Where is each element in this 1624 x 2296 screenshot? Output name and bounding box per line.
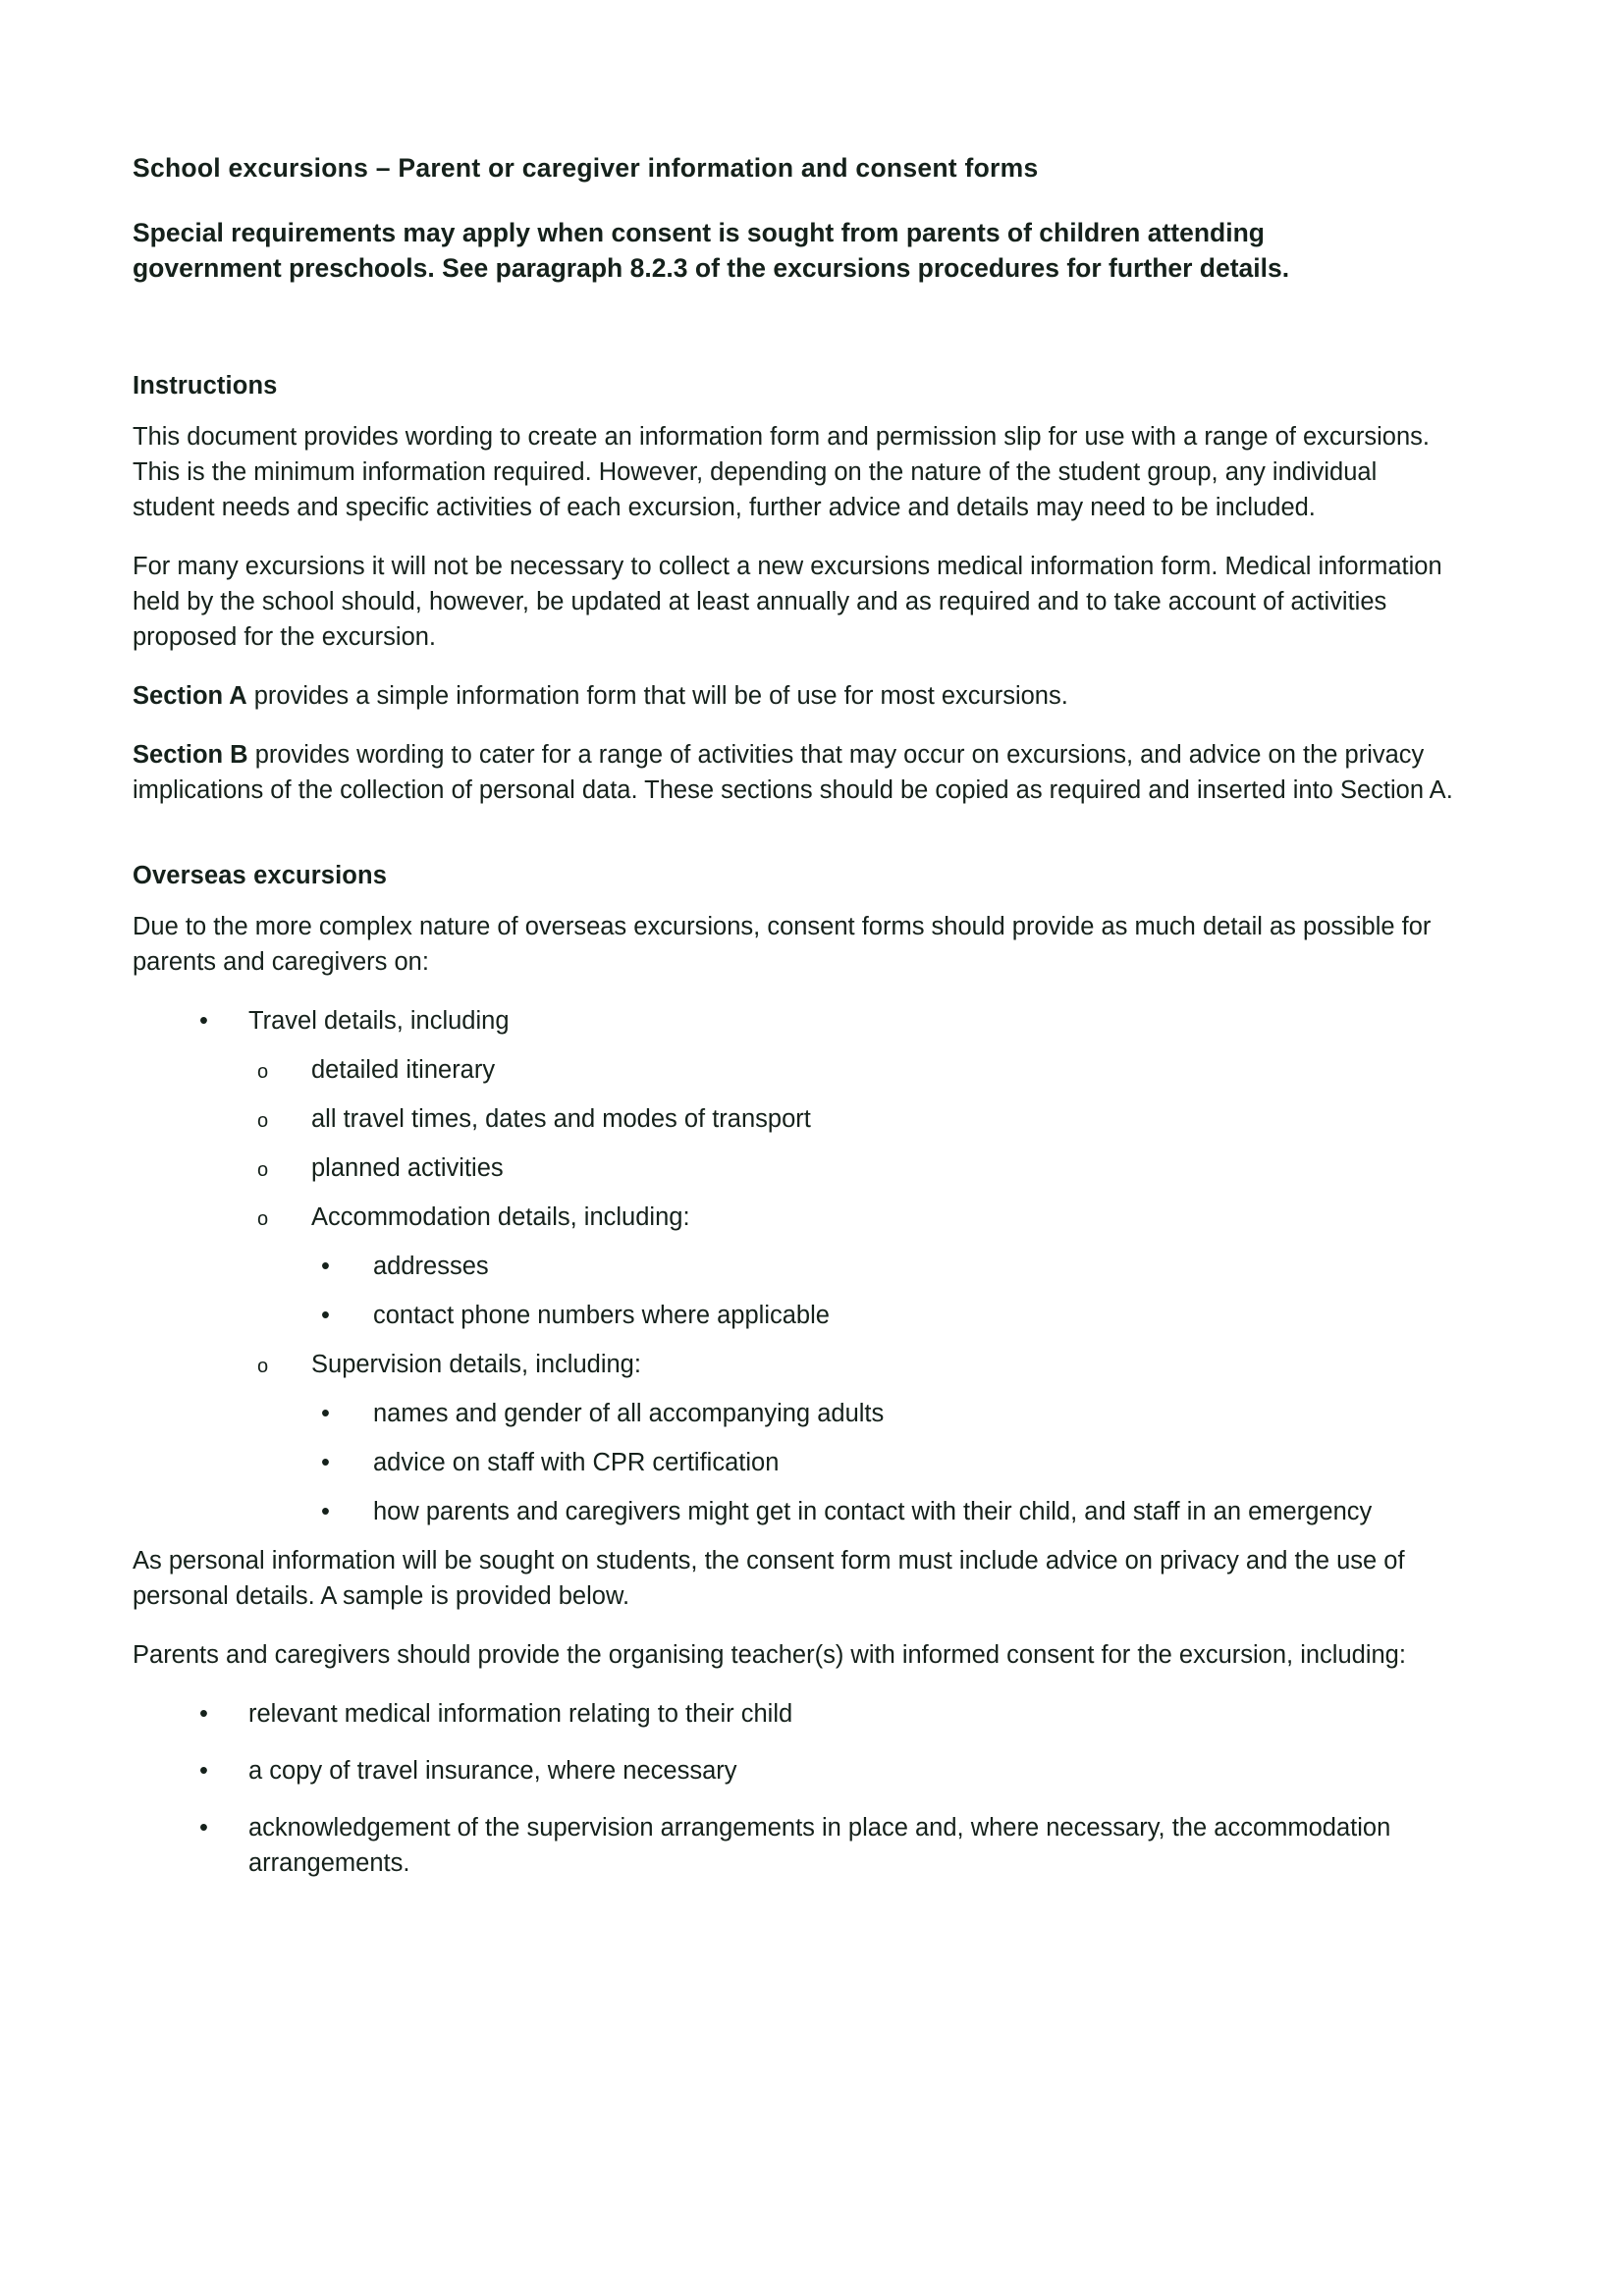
circle-bullet-icon: o: [257, 1355, 269, 1377]
list-item-label: acknowledgement of the supervision arrangements in place and, where necessary, the accommodation arrangements.: [248, 1813, 1391, 1877]
document-title-block: [133, 155, 1458, 182]
list-item: [133, 1053, 1458, 1089]
supervision-details-sublist: [133, 1348, 1458, 1383]
supervision-items-sublist: [133, 1397, 1458, 1530]
list-item: [133, 1201, 1458, 1236]
disc-bullet-icon: •: [321, 1497, 330, 1525]
list-item-label: relevant medical information relating to their child: [248, 1699, 793, 1728]
list-item: [133, 1397, 1458, 1432]
section-a-label: Section A: [133, 681, 247, 710]
disc-bullet-icon: •: [199, 1007, 208, 1036]
list-item-label: how parents and caregivers might get in contact with their child, and staff in an emergency: [373, 1497, 1373, 1525]
list-item-label: addresses: [373, 1253, 489, 1281]
consent-intro-paragraph: Parents and caregivers should provide the organising teacher(s) with informed consent for the excursion, including:: [133, 1640, 1406, 1669]
list-item: [133, 1348, 1458, 1383]
list-item-label: planned activities: [311, 1154, 504, 1183]
disc-bullet-icon: •: [321, 1253, 330, 1281]
list-item-label: Accommodation details, including:: [311, 1203, 690, 1232]
disc-bullet-icon: •: [321, 1399, 330, 1427]
section-b-text: provides wording to cater for a range of activities that may occur on excursions, and advice on the privacy implications of the collection of personal data. These sections should be copied as required and inserted into Section A.: [133, 740, 1453, 804]
list-item-label: Travel details, including: [248, 1007, 510, 1036]
circle-bullet-icon: o: [257, 1110, 269, 1133]
section-a-text: provides a simple information form that will be of use for most excursions.: [246, 681, 1068, 710]
disc-bullet-icon: •: [199, 1756, 208, 1785]
disc-bullet-icon: •: [321, 1302, 330, 1330]
circle-bullet-icon: o: [257, 1159, 269, 1182]
privacy-paragraph: As personal information will be sought on students, the consent form must include advice on privacy and the use of personal details. A sample is provided below.: [133, 1546, 1405, 1610]
list-item-label: detailed itinerary: [311, 1056, 496, 1085]
section-b-paragraph: [133, 738, 1458, 809]
overseas-intro-paragraph: Due to the more complex nature of overseas excursions, consent forms should provide as much detail as possible for parents and caregivers on:: [133, 913, 1432, 977]
list-item-label: Supervision details, including:: [311, 1350, 641, 1378]
preschool-requirements-note: Special requirements may apply when consent is sought from parents of children attending government preschools. See paragraph 8.2.3 of the excursions procedures for further details.: [133, 217, 1290, 284]
instructions-paragraph-2: For many excursions it will not be necessary to collect a new excursions medical information form. Medical information held by the school should, however, be updated at least annually and as required and to take account of activities proposed for the excursion.: [133, 553, 1442, 651]
list-item-label: names and gender of all accompanying adults: [373, 1399, 885, 1427]
heading-overseas-excursions: Overseas excursions: [133, 861, 388, 889]
instructions-paragraph-1: This document provides wording to create an information form and permission slip for use with a range of excursions. This is the minimum information required. However, depending on the nature of the student group, any individual student needs and specific activities of each excursion, further advice and details may need to be included.: [133, 423, 1430, 522]
circle-bullet-icon: o: [257, 1061, 269, 1084]
travel-details-sublist: [133, 1053, 1458, 1236]
list-item: [133, 1446, 1458, 1481]
list-item-label: all travel times, dates and modes of transport: [311, 1105, 811, 1134]
circle-bullet-icon: o: [257, 1208, 269, 1231]
disc-bullet-icon: •: [199, 1813, 208, 1842]
list-item-label: contact phone numbers where applicable: [373, 1302, 830, 1330]
overseas-bullet-list: [133, 1004, 1458, 1040]
list-item: [133, 1299, 1458, 1334]
list-item: [133, 1495, 1458, 1530]
list-item-label: advice on staff with CPR certification: [373, 1448, 780, 1476]
accommodation-details-sublist: [133, 1250, 1458, 1334]
disc-bullet-icon: •: [321, 1448, 330, 1476]
heading-instructions: Instructions: [133, 371, 278, 400]
disc-bullet-icon: •: [199, 1699, 208, 1728]
list-item: [133, 1697, 1458, 1733]
section-a-paragraph: [133, 679, 1458, 715]
list-item: [133, 1754, 1458, 1789]
list-item: [133, 1811, 1458, 1882]
section-b-label: Section B: [133, 740, 248, 769]
list-item: [133, 1004, 1458, 1040]
list-item: [133, 1250, 1458, 1285]
consent-requirements-list: [133, 1697, 1458, 1882]
page-title: School excursions – Parent or caregiver information and consent forms: [133, 153, 1039, 183]
document-content: [133, 155, 1458, 1881]
list-item: [133, 1151, 1458, 1187]
list-item-label: a copy of travel insurance, where necessary: [248, 1756, 737, 1785]
list-item: [133, 1102, 1458, 1138]
